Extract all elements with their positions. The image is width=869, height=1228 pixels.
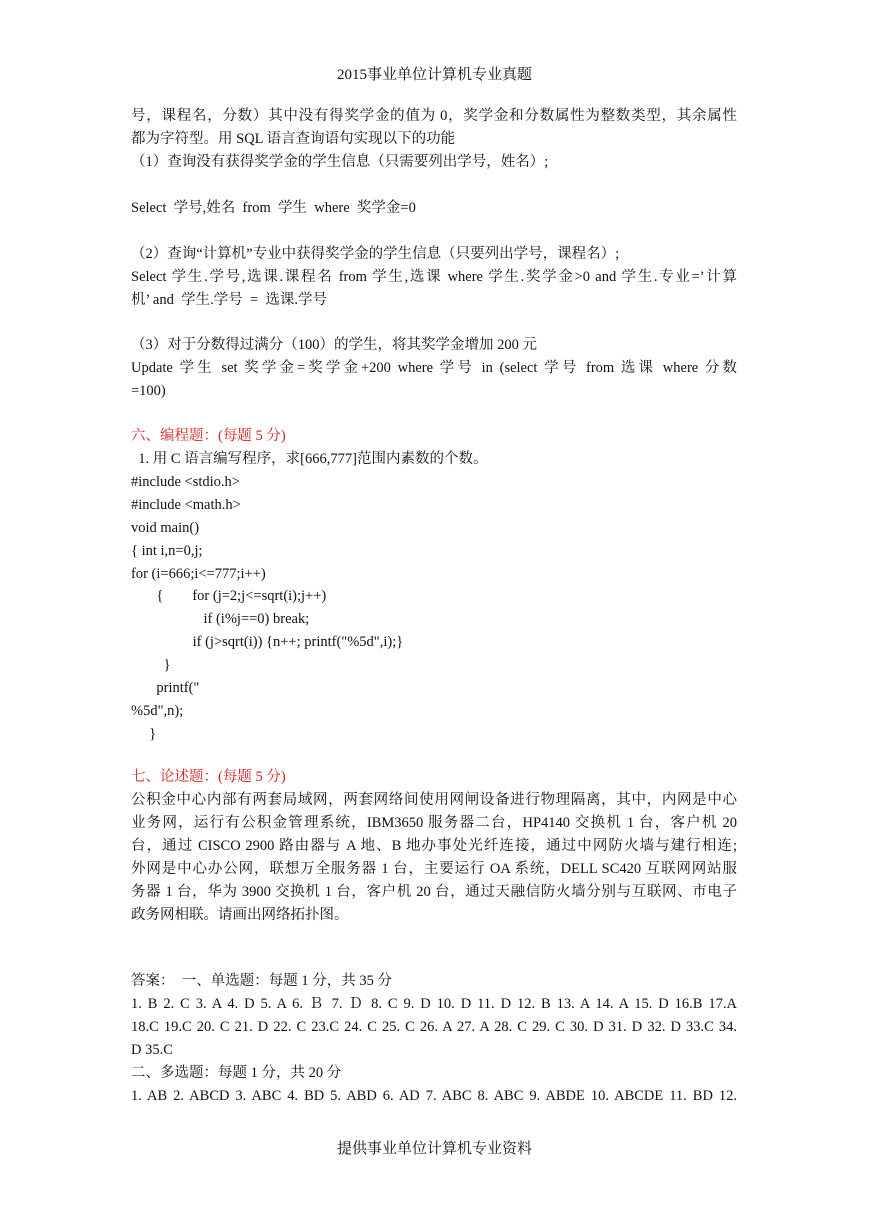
answers-line: 18.C 19.C 20. C 21. D 22. C 23.C 24. C 25. C 26. A 27. A 28. C 29. C 30. D 31. D 32. D 33.C 34. — [131, 1019, 737, 1035]
sql-question-1: （1）查询没有获得奖学金的学生信息（只需要列出学号，姓名）; — [131, 154, 549, 170]
code-line: void main() — [131, 520, 200, 536]
sql-intro-line-2: 都为字符型。用 SQL 语言查询语句实现以下的功能 — [131, 131, 456, 147]
answers-heading: 答案： 一、单选题：每题 1 分，共 35 分 — [131, 973, 392, 989]
answers-line: 1. AB 2. ABCD 3. ABC 4. BD 5. ABD 6. AD 7. ABC 8. ABC 9. ABDE 10. ABCDE 11. BD 12. — [131, 1088, 737, 1104]
code-line: for (i=666;i<=777;i++) — [131, 566, 266, 582]
sql-answer-3-line-1: Update 学生 set 奖学金=奖学金+200 where 学号 in (select 学号 from 选课 where 分数 — [131, 360, 737, 376]
code-line: #include <stdio.h> — [131, 474, 240, 490]
code-line: if (j>sqrt(i)) {n++; printf("%5d",i);} — [131, 634, 404, 650]
code-line: %5d",n); — [131, 703, 184, 719]
code-line: printf(" — [131, 680, 200, 696]
essay-line: 业务网，运行有公积金管理系统，IBM3650 服务器二台，HP4140 交换机 1 台，客户机 20 — [131, 815, 737, 831]
multi-choice-heading: 二、多选题：每题 1 分，共 20 分 — [131, 1065, 342, 1081]
code-line: #include <math.h> — [131, 497, 241, 513]
sql-question-2: （2）查询“计算机”专业中获得奖学金的学生信息（只要列出学号，课程名）; — [131, 246, 620, 262]
sql-answer-2-line-2: 机’ and 学生.学号 = 选课.学号 — [131, 292, 327, 308]
page-footer: 提供事业单位计算机专业资料 — [336, 1141, 532, 1157]
sql-answer-3-line-2: =100) — [131, 383, 166, 399]
answers-line: 1. B 2. C 3. A 4. D 5. A 6. Ｂ 7. Ｄ 8. C 9. D 10. D 11. D 12. B 13. A 14. A 15. D 16.B 17.A — [131, 996, 737, 1012]
programming-heading: 六、编程题：(每题 5 分) — [131, 428, 286, 444]
sql-question-3: （3）对于分数得过满分（100）的学生，将其奖学金增加 200 元 — [131, 337, 537, 353]
code-line: if (i%j==0) break; — [131, 611, 310, 627]
essay-line: 务器 1 台，华为 3900 交换机 1 台，客户机 20 台，通过天融信防火墙分别与互联网、市电子 — [131, 884, 737, 900]
code-line: } — [131, 657, 171, 673]
code-line: } — [131, 726, 157, 742]
essay-line: 台，通过 CISCO 2900 路由器与 A 地、B 地办事处光纤连接，通过中网防火墙与建行相连; — [131, 838, 737, 854]
sql-answer-1: Select 学号,姓名 from 学生 where 奖学金=0 — [131, 200, 416, 216]
essay-line: 外网是中心办公网，联想万全服务器 1 台，主要运行 OA 系统，DELL SC420 互联网网站服 — [131, 861, 737, 877]
code-line: { for (j=2;j<=sqrt(i);j++) — [131, 588, 327, 604]
sql-intro-line-1: 号，课程名，分数）其中没有得奖学金的值为 0，奖学金和分数属性为整数类型，其余属性 — [131, 108, 737, 124]
essay-line: 公积金中心内部有两套局域网，两套网络间使用网闸设备进行物理隔离，其中，内网是中心 — [131, 792, 737, 808]
essay-heading: 七、论述题：(每题 5 分) — [131, 769, 286, 785]
page-header: 2015事业单位计算机专业真题 — [336, 67, 532, 83]
sql-answer-2-line-1: Select 学生.学号,选课.课程名 from 学生,选课 where 学生.奖学金>0 and 学生.专业=’计算 — [131, 269, 737, 285]
code-line: { int i,n=0,j; — [131, 543, 203, 559]
essay-line: 政务网相联。请画出网络拓扑图。 — [131, 907, 349, 923]
programming-question-1: 1. 用 C 语言编写程序，求[666,777]范围内素数的个数。 — [131, 451, 488, 467]
answers-line: D 35.C — [131, 1042, 173, 1058]
